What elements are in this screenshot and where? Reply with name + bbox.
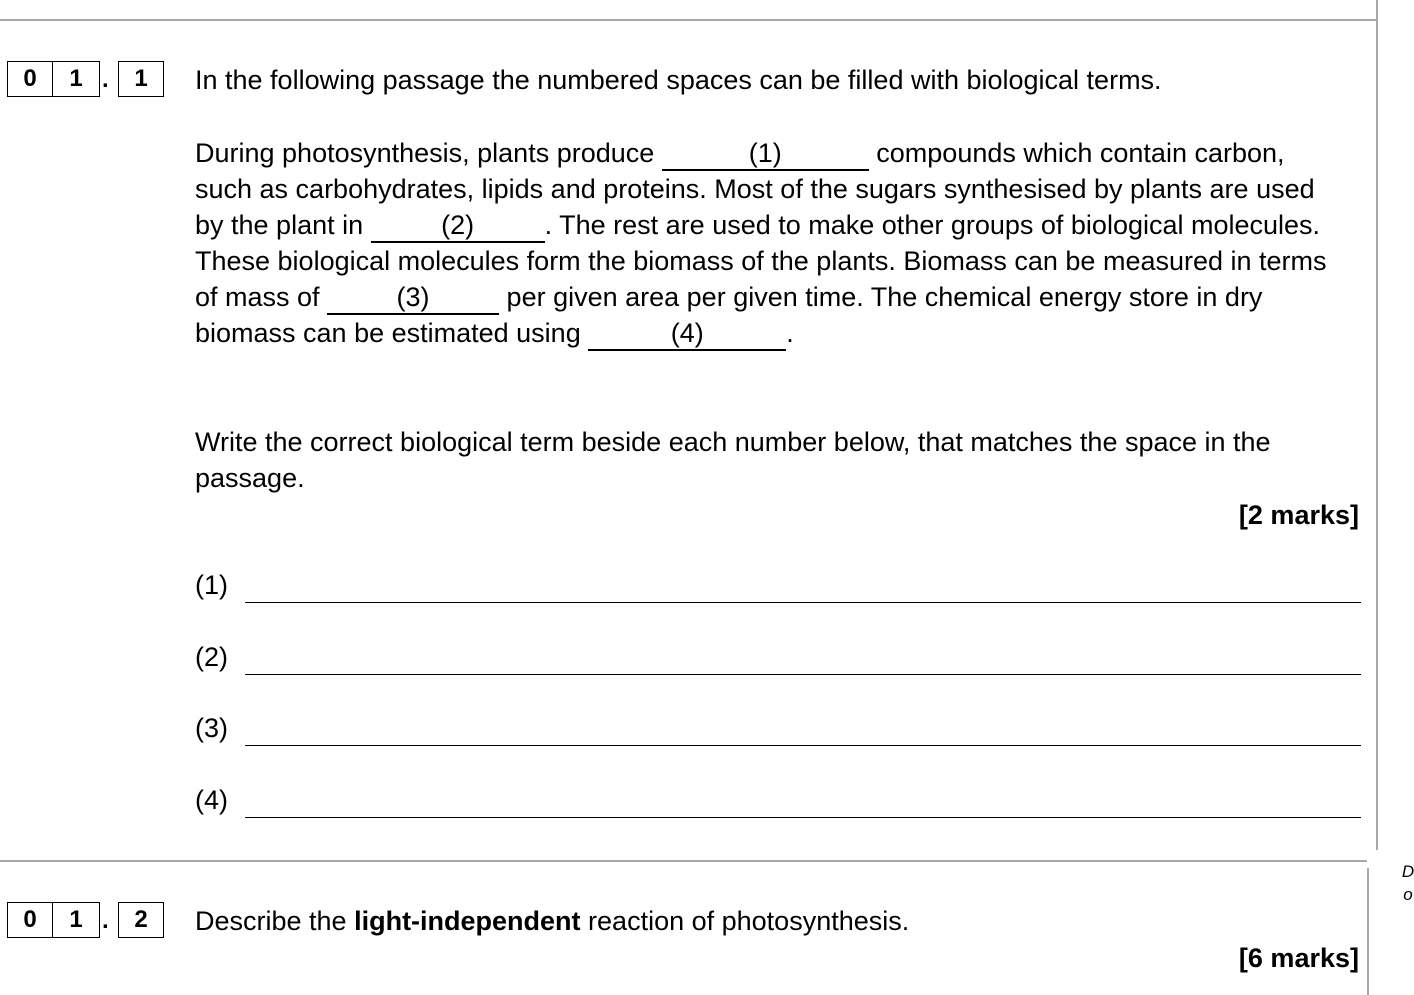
question-number-digit-1: 0 bbox=[7, 902, 53, 938]
passage-blank-4: (4) bbox=[588, 318, 786, 351]
answer-label-1: (1) bbox=[195, 570, 228, 600]
passage-segment-2: compounds which contain carbon, such as carbohydrates, lipids and proteins. Most of the sugars synthesised by plants are used by the plant in bbox=[195, 138, 1315, 240]
margin-note-line2: o bbox=[1403, 885, 1413, 904]
passage-segment-4: per given area per given time. The chemical energy store in dry biomass can be estimated using bbox=[195, 282, 1263, 348]
question-separator-rule bbox=[0, 860, 1367, 862]
passage-blank-1: (1) bbox=[662, 138, 869, 171]
top-rule bbox=[0, 19, 1377, 21]
q1-marks: [2 marks] bbox=[1238, 500, 1359, 530]
answer-label-4: (4) bbox=[195, 785, 228, 815]
q2-prompt bbox=[195, 903, 909, 939]
answer-line-3[interactable] bbox=[245, 745, 1361, 746]
q1-passage bbox=[195, 135, 1345, 351]
q2-prompt-post: reaction of photosynthesis. bbox=[580, 906, 910, 936]
question-number-dot: . bbox=[102, 66, 109, 93]
answer-line-1[interactable] bbox=[245, 602, 1361, 603]
right-margin-rule-lower bbox=[1367, 868, 1369, 995]
margin-note-line1: D bbox=[1401, 862, 1414, 881]
q2-prompt-pre: Describe the bbox=[195, 906, 355, 936]
q2-prompt-bold-term: light-independent bbox=[354, 906, 581, 936]
q1-instruction-text: Write the correct biological term beside each number below, that matches the space in the passage. bbox=[195, 427, 1271, 493]
answer-line-2[interactable] bbox=[245, 674, 1361, 675]
passage-blank-2: (2) bbox=[371, 210, 545, 243]
question-part-number: 1 bbox=[118, 61, 164, 97]
q1-intro-text: In the following passage the numbered spaces can be filled with biological terms. bbox=[195, 65, 1162, 95]
answer-line-4[interactable] bbox=[245, 817, 1361, 818]
question-number-digit-1: 0 bbox=[7, 61, 53, 97]
question-number-digit-2: 1 bbox=[52, 902, 100, 938]
q2-marks: [6 marks] bbox=[1238, 943, 1359, 973]
margin-note bbox=[1398, 860, 1414, 906]
passage-segment-3: . The rest are used to make other groups of biological molecules. These biological molecules form the biomass of the plants. Biomass can be measured in terms of mass of bbox=[195, 210, 1327, 312]
passage-segment-5: . bbox=[786, 318, 794, 348]
question-number-digit-2: 1 bbox=[52, 61, 100, 97]
passage-segment-1: During photosynthesis, plants produce bbox=[195, 138, 662, 168]
right-margin-rule bbox=[1376, 0, 1378, 850]
answer-label-3: (3) bbox=[195, 713, 228, 743]
question-number-dot: . bbox=[102, 907, 109, 934]
passage-blank-3: (3) bbox=[327, 282, 499, 315]
question-part-number: 2 bbox=[118, 902, 164, 938]
answer-label-2: (2) bbox=[195, 642, 228, 672]
